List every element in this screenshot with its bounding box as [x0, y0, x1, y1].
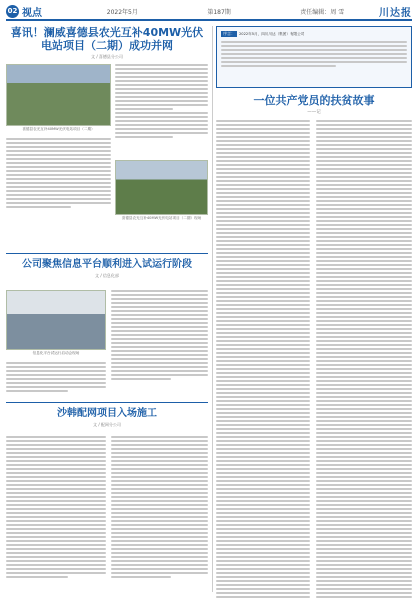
article-solar-headline-1: 喜讯！澜威喜德县农光互补40MW光伏: [10, 26, 204, 39]
issue-number: 第187期: [207, 8, 231, 16]
article-platform: [6, 259, 208, 279]
platform-photo-caption: 信息化平台试运行启动会现场: [32, 351, 80, 355]
article-grid: [6, 408, 208, 428]
notice-label: 序言：: [223, 31, 235, 36]
masthead: [6, 4, 412, 18]
article-solar: [6, 26, 208, 60]
article-poverty-subtitle: ——记: [307, 110, 321, 115]
article-platform-byline: 文 / 信息化部: [95, 273, 119, 278]
article-solar-headline-2: 电站项目（二期）成功并网: [41, 39, 173, 52]
column-divider: [212, 26, 213, 592]
article-grid-text-col-1: [6, 436, 106, 578]
solar-photo-2-caption: 喜德县农光互补40MW光伏电站项目（二期）现场: [121, 216, 202, 220]
article-grid-byline: 文 / 配网分公司: [93, 422, 121, 427]
article-grid-headline: 沙韩配网项目入场施工: [57, 408, 157, 419]
article-poverty: [216, 94, 412, 115]
solar-photo-1: [6, 64, 111, 126]
section-divider-1: [6, 253, 208, 254]
notice-box: [216, 26, 412, 88]
solar-photo-1-caption: 喜德县农光互补40MW光伏电站项目（二期）: [22, 127, 95, 131]
section-title: 视点: [22, 7, 42, 19]
article-platform-text-col-1: [111, 290, 208, 380]
article-grid-text-col-2: [111, 436, 208, 578]
solar-photo-2: [115, 160, 208, 215]
article-platform-text-col-2: [6, 362, 106, 392]
issue-date: 2022年5月: [106, 8, 138, 16]
article-platform-headline: 公司聚焦信息平台顺利进入试运行阶段: [22, 259, 192, 270]
page-number: 02: [6, 5, 19, 18]
article-solar-byline: 文 / 喜德县分公司: [91, 54, 123, 59]
article-poverty-text-col-2: [316, 120, 412, 600]
article-solar-text-col-2: [6, 138, 111, 208]
header-rule: [6, 19, 412, 21]
header-meta: [72, 7, 379, 16]
notice-text: 2022年5月，四川川达（集团）有限公司: [239, 32, 305, 36]
article-solar-text-col-1: [115, 64, 208, 138]
editor-credit: 责任编辑：周 雪: [300, 8, 345, 16]
newspaper-logo: 川达报: [379, 7, 412, 19]
section-divider-2: [6, 402, 208, 403]
article-poverty-text-col-1: [216, 120, 310, 600]
article-poverty-headline: 一位共产党员的扶贫故事: [253, 94, 375, 107]
platform-photo: [6, 290, 106, 350]
